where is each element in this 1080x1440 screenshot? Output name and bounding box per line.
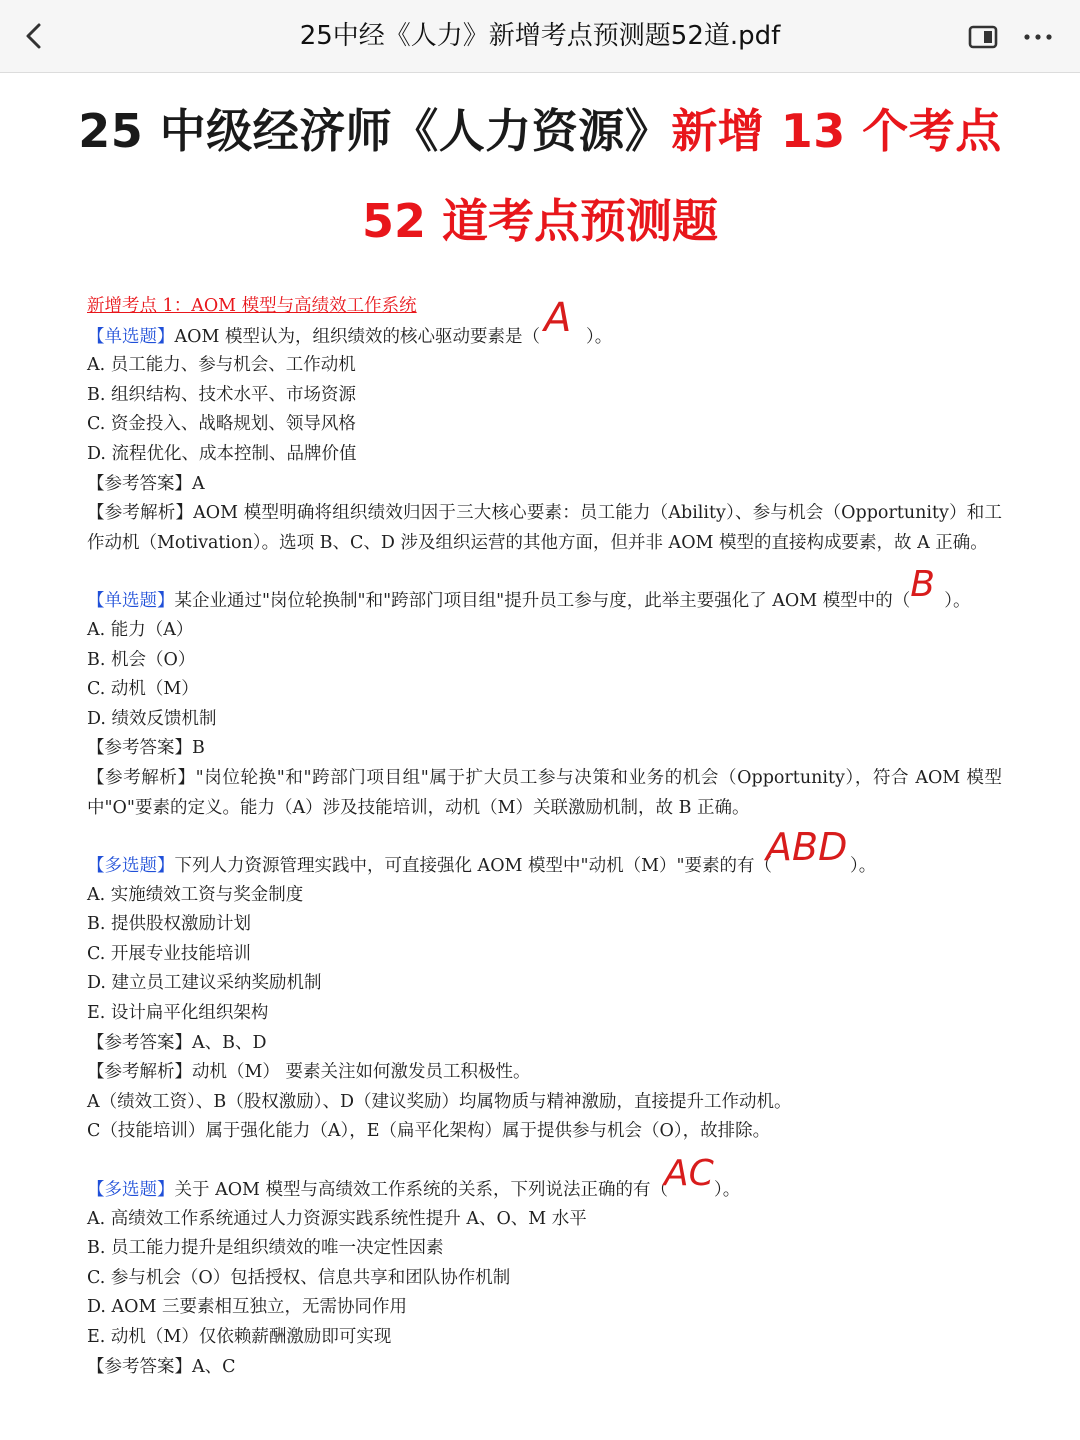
option: A. 员工能力、参与机会、工作动机 bbox=[87, 355, 356, 376]
option: A. 能力（A） bbox=[87, 619, 194, 640]
question-stem: 【多选题】下列人力资源管理实践中，可直接强化 AOM 模型中"动机（M）"要素的有（ ABD ）。 bbox=[87, 825, 877, 877]
option: E. 动机（M）仅依赖薪酬激励即可实现 bbox=[87, 1327, 392, 1347]
reference-answer: 【参考答案】B bbox=[87, 738, 205, 759]
more-dots-icon bbox=[1018, 21, 1058, 53]
option: A. 实施绩效工资与奖金制度 bbox=[87, 884, 304, 905]
option: D. 绩效反馈机制 bbox=[87, 708, 217, 729]
option: C. 资金投入、战略规划、领导风格 bbox=[87, 414, 356, 435]
reference-answer: 【参考答案】A bbox=[87, 473, 205, 494]
document-subheading: 52 道考点预测题 bbox=[361, 194, 719, 248]
reader-mode-button[interactable] bbox=[966, 21, 1002, 53]
handwritten-answer: AC bbox=[664, 1153, 714, 1195]
question-stem: 【单选题】某企业通过"岗位轮换制"和"跨部门项目组"提升员工参与度，此举主要强化了 AOM 模型中的（ B ）。 bbox=[87, 564, 971, 612]
document-title: 25中经《人力》新增考点预测题52道.pdf bbox=[299, 21, 781, 51]
option: B. 机会（O） bbox=[87, 649, 196, 670]
option: A. 高绩效工作系统通过人力资源实践系统性提升 A、O、M 水平 bbox=[87, 1208, 587, 1229]
option: C. 动机（M） bbox=[87, 679, 199, 700]
reference-analysis: 【参考解析】AOM 模型明确将组织绩效归因于三大核心要素：员工能力（Ability）、参与机会（Opportunity）和工作动机（Motivation）。选项 B、C、D 涉及组织运营的其他方面，但并非 AOM 模型的直接构成要素，故 A 正确。 bbox=[87, 503, 1002, 553]
handwritten-answer: ABD bbox=[766, 825, 848, 870]
reference-answer: 【参考答案】A、B、D bbox=[87, 1032, 267, 1053]
option: C. 开展专业技能培训 bbox=[87, 943, 251, 964]
chevron-left-icon bbox=[14, 16, 54, 56]
question-stem: 【单选题】AOM 模型认为，组织绩效的核心驱动要素是（ A ）。 bbox=[87, 294, 613, 347]
reader-mode-icon bbox=[966, 21, 1002, 53]
option: D. AOM 三要素相互独立，无需协同作用 bbox=[87, 1297, 407, 1318]
reference-analysis: C（技能培训）属于强化能力（A），E（扁平化架构）属于提供参与机会（O），故排除。 bbox=[87, 1121, 771, 1142]
option: B. 提供股权激励计划 bbox=[87, 914, 251, 935]
reference-analysis: A（绩效工资）、B（股权激励）、D（建议奖励）均属物质与精神激励，直接提升工作动机。 bbox=[87, 1091, 792, 1112]
heading-red-part: 新增 13 个考点 bbox=[671, 104, 1002, 158]
option: B. 组织结构、技术水平、市场资源 bbox=[87, 384, 356, 405]
reference-analysis: 【参考解析】"岗位轮换"和"跨部门项目组"属于扩大员工参与决策和业务的机会（Opportunity），符合 AOM 模型中"O"要素的定义。能力（A）涉及技能培训，动机（M）关联激励机制，故 B 正确。 bbox=[87, 767, 1002, 818]
section-title: 新增考点 1：AOM 模型与高绩效工作系统 bbox=[87, 296, 417, 316]
reference-analysis: 【参考解析】动机（M） 要素关注如何激发员工积极性。 bbox=[87, 1062, 531, 1083]
option: D. 流程优化、成本控制、品牌价值 bbox=[87, 443, 357, 464]
option: E. 设计扁平化组织架构 bbox=[87, 1003, 269, 1024]
option: B. 员工能力提升是组织绩效的唯一决定性因素 bbox=[87, 1238, 444, 1259]
option: D. 建立员工建议采纳奖励机制 bbox=[87, 973, 322, 994]
pdf-page bbox=[0, 73, 1080, 1440]
question-type-tag: 【多选题】 bbox=[87, 1180, 175, 1201]
handwritten-answer: B bbox=[910, 564, 935, 606]
top-navigation-bar bbox=[0, 0, 1080, 73]
heading-black-part: 25 中级经济师《人力资源》 bbox=[78, 104, 672, 158]
back-button[interactable] bbox=[14, 16, 54, 56]
document-heading bbox=[0, 95, 1080, 161]
handwritten-answer: A bbox=[543, 294, 572, 341]
question-type-tag: 【多选题】 bbox=[87, 856, 175, 877]
option: C. 参与机会（O）包括授权、信息共享和团队协作机制 bbox=[87, 1267, 511, 1288]
document-body bbox=[87, 292, 1002, 1382]
question-type-tag: 【单选题】 bbox=[87, 326, 175, 347]
more-options-button[interactable] bbox=[1018, 21, 1058, 53]
question-type-tag: 【单选题】 bbox=[87, 591, 175, 612]
reference-answer: 【参考答案】A、C bbox=[87, 1356, 236, 1377]
question-stem: 【多选题】关于 AOM 模型与高绩效工作系统的关系，下列说法正确的有（ AC ）。 bbox=[87, 1153, 741, 1201]
